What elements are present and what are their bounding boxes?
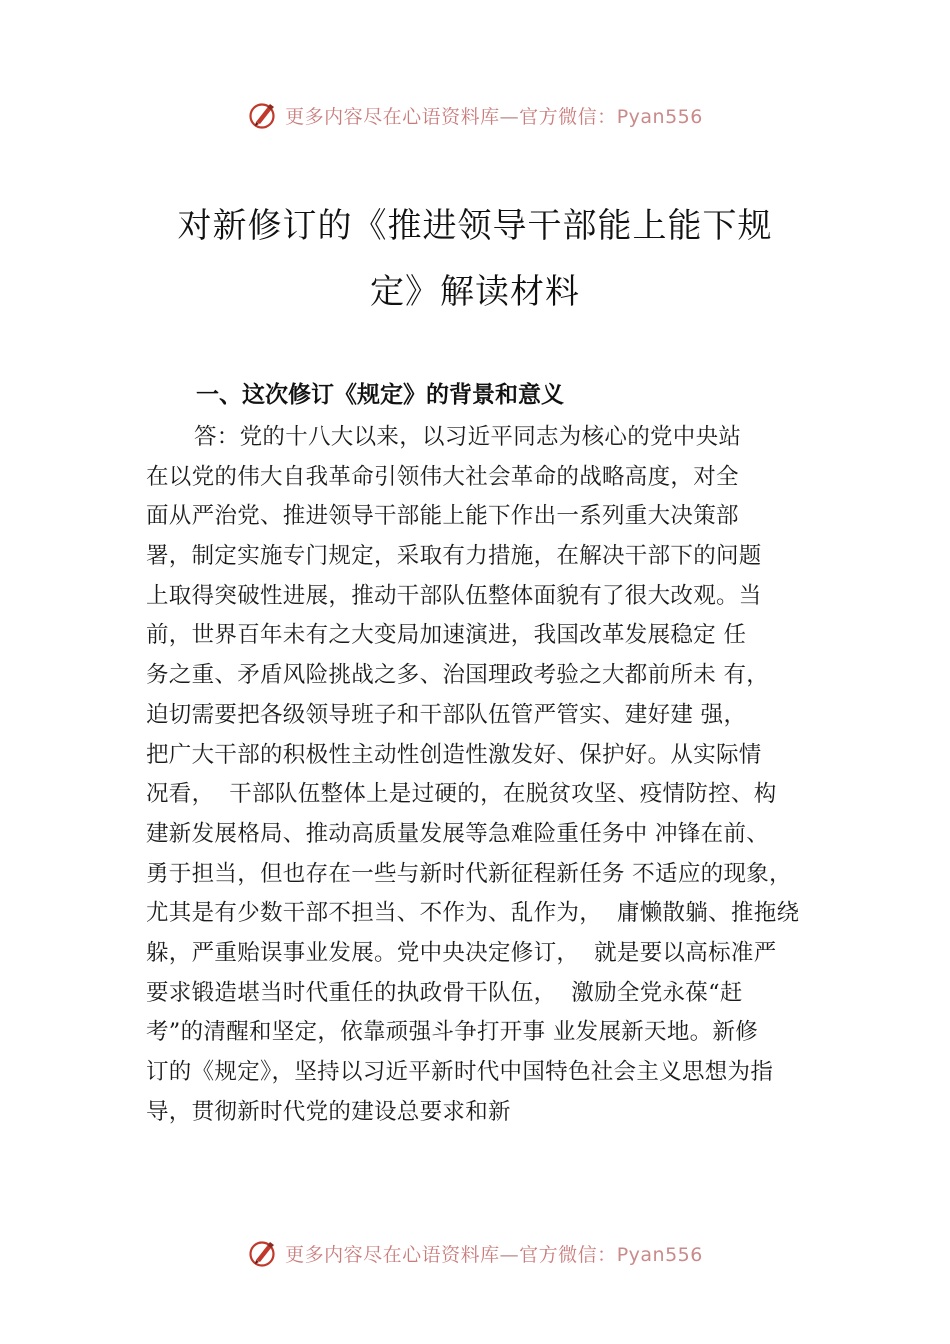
body-line: 把广大干部的积极性主动性创造性激发好、保护好。从实际情 xyxy=(146,741,762,768)
body-line: 躲，严重贻误事业发展。党中央决定修订， 就是要以高标准严 xyxy=(146,939,777,966)
body-line: 答：党的十八大以来，以习近平同志为核心的党中央站 xyxy=(194,424,742,450)
pen-seal-icon xyxy=(247,1237,279,1269)
body-line: 考”的清醒和坚定，依靠顽强斗争打开事 业发展新天地。新修 xyxy=(146,1019,759,1046)
body-line: 在以党的伟大自我革命引领伟大社会革命的战略高度，对全 xyxy=(146,463,739,490)
body-line: 前，世界百年未有之大变局加速演进，我国改革发展稳定 任 xyxy=(146,622,747,649)
body-line: 要求锻造堪当时代重任的执政骨干队伍， 激励全党永葆“赶 xyxy=(146,979,743,1006)
section-heading: 一、这次修订《规定》的背景和意义 xyxy=(196,382,564,408)
body-line: 署，制定实施专门规定，采取有力措施，在解决干部下的问题 xyxy=(146,543,762,570)
body-line: 导，贯彻新时代党的建设总要求和新 xyxy=(146,1098,511,1125)
body-line: 建新发展格局、推动高质量发展等急难险重任务中 冲锋在前、 xyxy=(146,820,770,847)
watermark-text: 更多内容尽在心语资料库—官方微信：Pyan556 xyxy=(285,1243,703,1266)
pen-seal-icon xyxy=(247,99,279,131)
body-line: 尤其是有少数干部不担当、不作为、乱作为， 庸懒散躺、推拖绕 xyxy=(146,900,800,927)
body-line: 面从严治党、推进领导干部能上能下作出一系列重大决策部 xyxy=(146,503,739,530)
body-line: 订的《规定》，坚持以习近平新时代中国特色社会主义思想为指 xyxy=(146,1059,774,1085)
body-line: 上取得突破性进展，推动干部队伍整体面貌有了很大改观。当 xyxy=(146,582,762,609)
watermark-text: 更多内容尽在心语资料库—官方微信：Pyan556 xyxy=(285,105,703,128)
body-line: 况看， 干部队伍整体上是过硬的，在脱贫攻坚、疫情防控、构 xyxy=(146,781,777,808)
body-line: 务之重、矛盾风险挑战之多、治国理政考验之大都前所未 有， xyxy=(146,662,770,689)
document-title-line-1: 对新修订的《推进领导干部能上能下规 xyxy=(177,206,773,246)
body-line: 勇于担当，但也存在一些与新时代新征程新任务 不适应的现象， xyxy=(146,860,792,887)
body-paragraph xyxy=(146,418,846,1132)
header-watermark-banner xyxy=(0,95,950,135)
document-title-line-2: 定》解读材料 xyxy=(370,272,580,312)
footer-watermark-banner xyxy=(0,1233,950,1273)
body-line: 迫切需要把各级领导班子和干部队伍管严管实、建好建 强， xyxy=(146,701,747,728)
